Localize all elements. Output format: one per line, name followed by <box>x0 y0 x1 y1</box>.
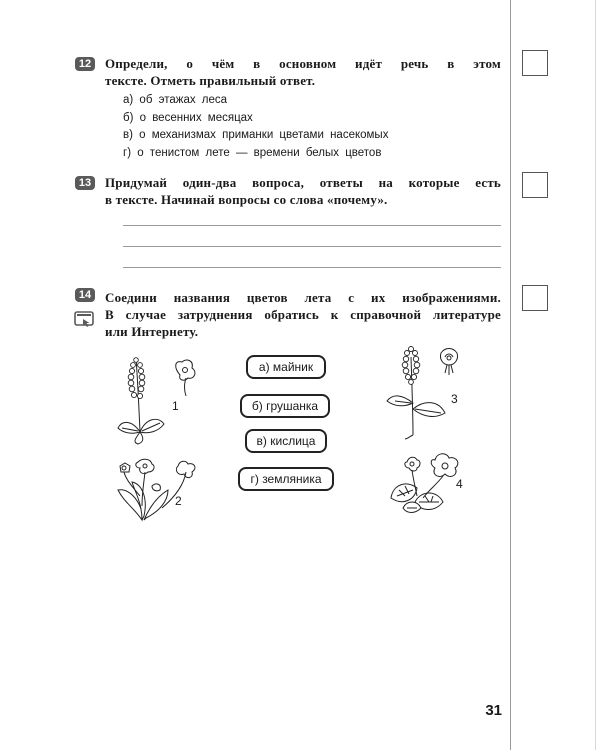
name-maynik[interactable]: а) майник <box>246 355 326 379</box>
task-12-line-2: тексте. Отметь правильный ответ. <box>105 73 316 88</box>
page-edge <box>595 0 596 750</box>
option-g[interactable]: г) о тенистом лете — времени белых цветов <box>123 146 382 159</box>
option-b[interactable]: б) о весенних месяцах <box>123 111 253 124</box>
reference-hint-icon <box>74 310 96 328</box>
picture-label-3: 3 <box>451 392 458 406</box>
flower-picture-3[interactable] <box>385 343 480 440</box>
task-12-answer-box[interactable] <box>522 50 548 76</box>
task-13-line-1: Придумай один-два вопроса, ответы на которые есть <box>105 175 501 190</box>
task-12-options <box>123 92 388 162</box>
task-14-line-1: Соедини названия цветов лета с их изображениями. <box>105 290 501 305</box>
option-v[interactable]: в) о механизмах приманки цветами насекомых <box>123 129 389 141</box>
task-14-answer-box[interactable] <box>522 285 548 311</box>
margin-line <box>510 0 511 750</box>
task-13-answer-box[interactable] <box>522 172 548 198</box>
option-a[interactable]: а) об этажах леса <box>123 94 228 106</box>
name-zemlyanika[interactable]: г) земляника <box>238 467 334 491</box>
task-14-line-3: или Интернету. <box>105 324 199 339</box>
picture-label-1: 1 <box>172 399 179 413</box>
answer-line-1[interactable] <box>123 225 501 226</box>
task-14-line-2: В случае затруднения обратись к справочной литературе <box>105 307 501 322</box>
flower-picture-1[interactable] <box>112 350 207 445</box>
flower-picture-2[interactable] <box>112 456 207 524</box>
task-12-line-1: Определи, о чём в основном идёт речь в этом <box>105 56 501 71</box>
task-14-number: 14 <box>75 288 95 302</box>
task-12-number: 12 <box>75 57 95 71</box>
task-13-number: 13 <box>75 176 95 190</box>
task-13-line-2: в тексте. Начинай вопросы со слова «почему». <box>105 192 388 207</box>
picture-label-2: 2 <box>175 494 182 508</box>
flower-picture-4[interactable] <box>385 440 480 518</box>
page-number: 31 <box>485 702 502 719</box>
name-kislitsa[interactable]: в) кислица <box>245 429 327 453</box>
name-grushanka[interactable]: б) грушанка <box>240 394 330 418</box>
picture-label-4: 4 <box>456 477 463 491</box>
answer-line-2[interactable] <box>123 246 501 247</box>
answer-line-3[interactable] <box>123 267 501 268</box>
